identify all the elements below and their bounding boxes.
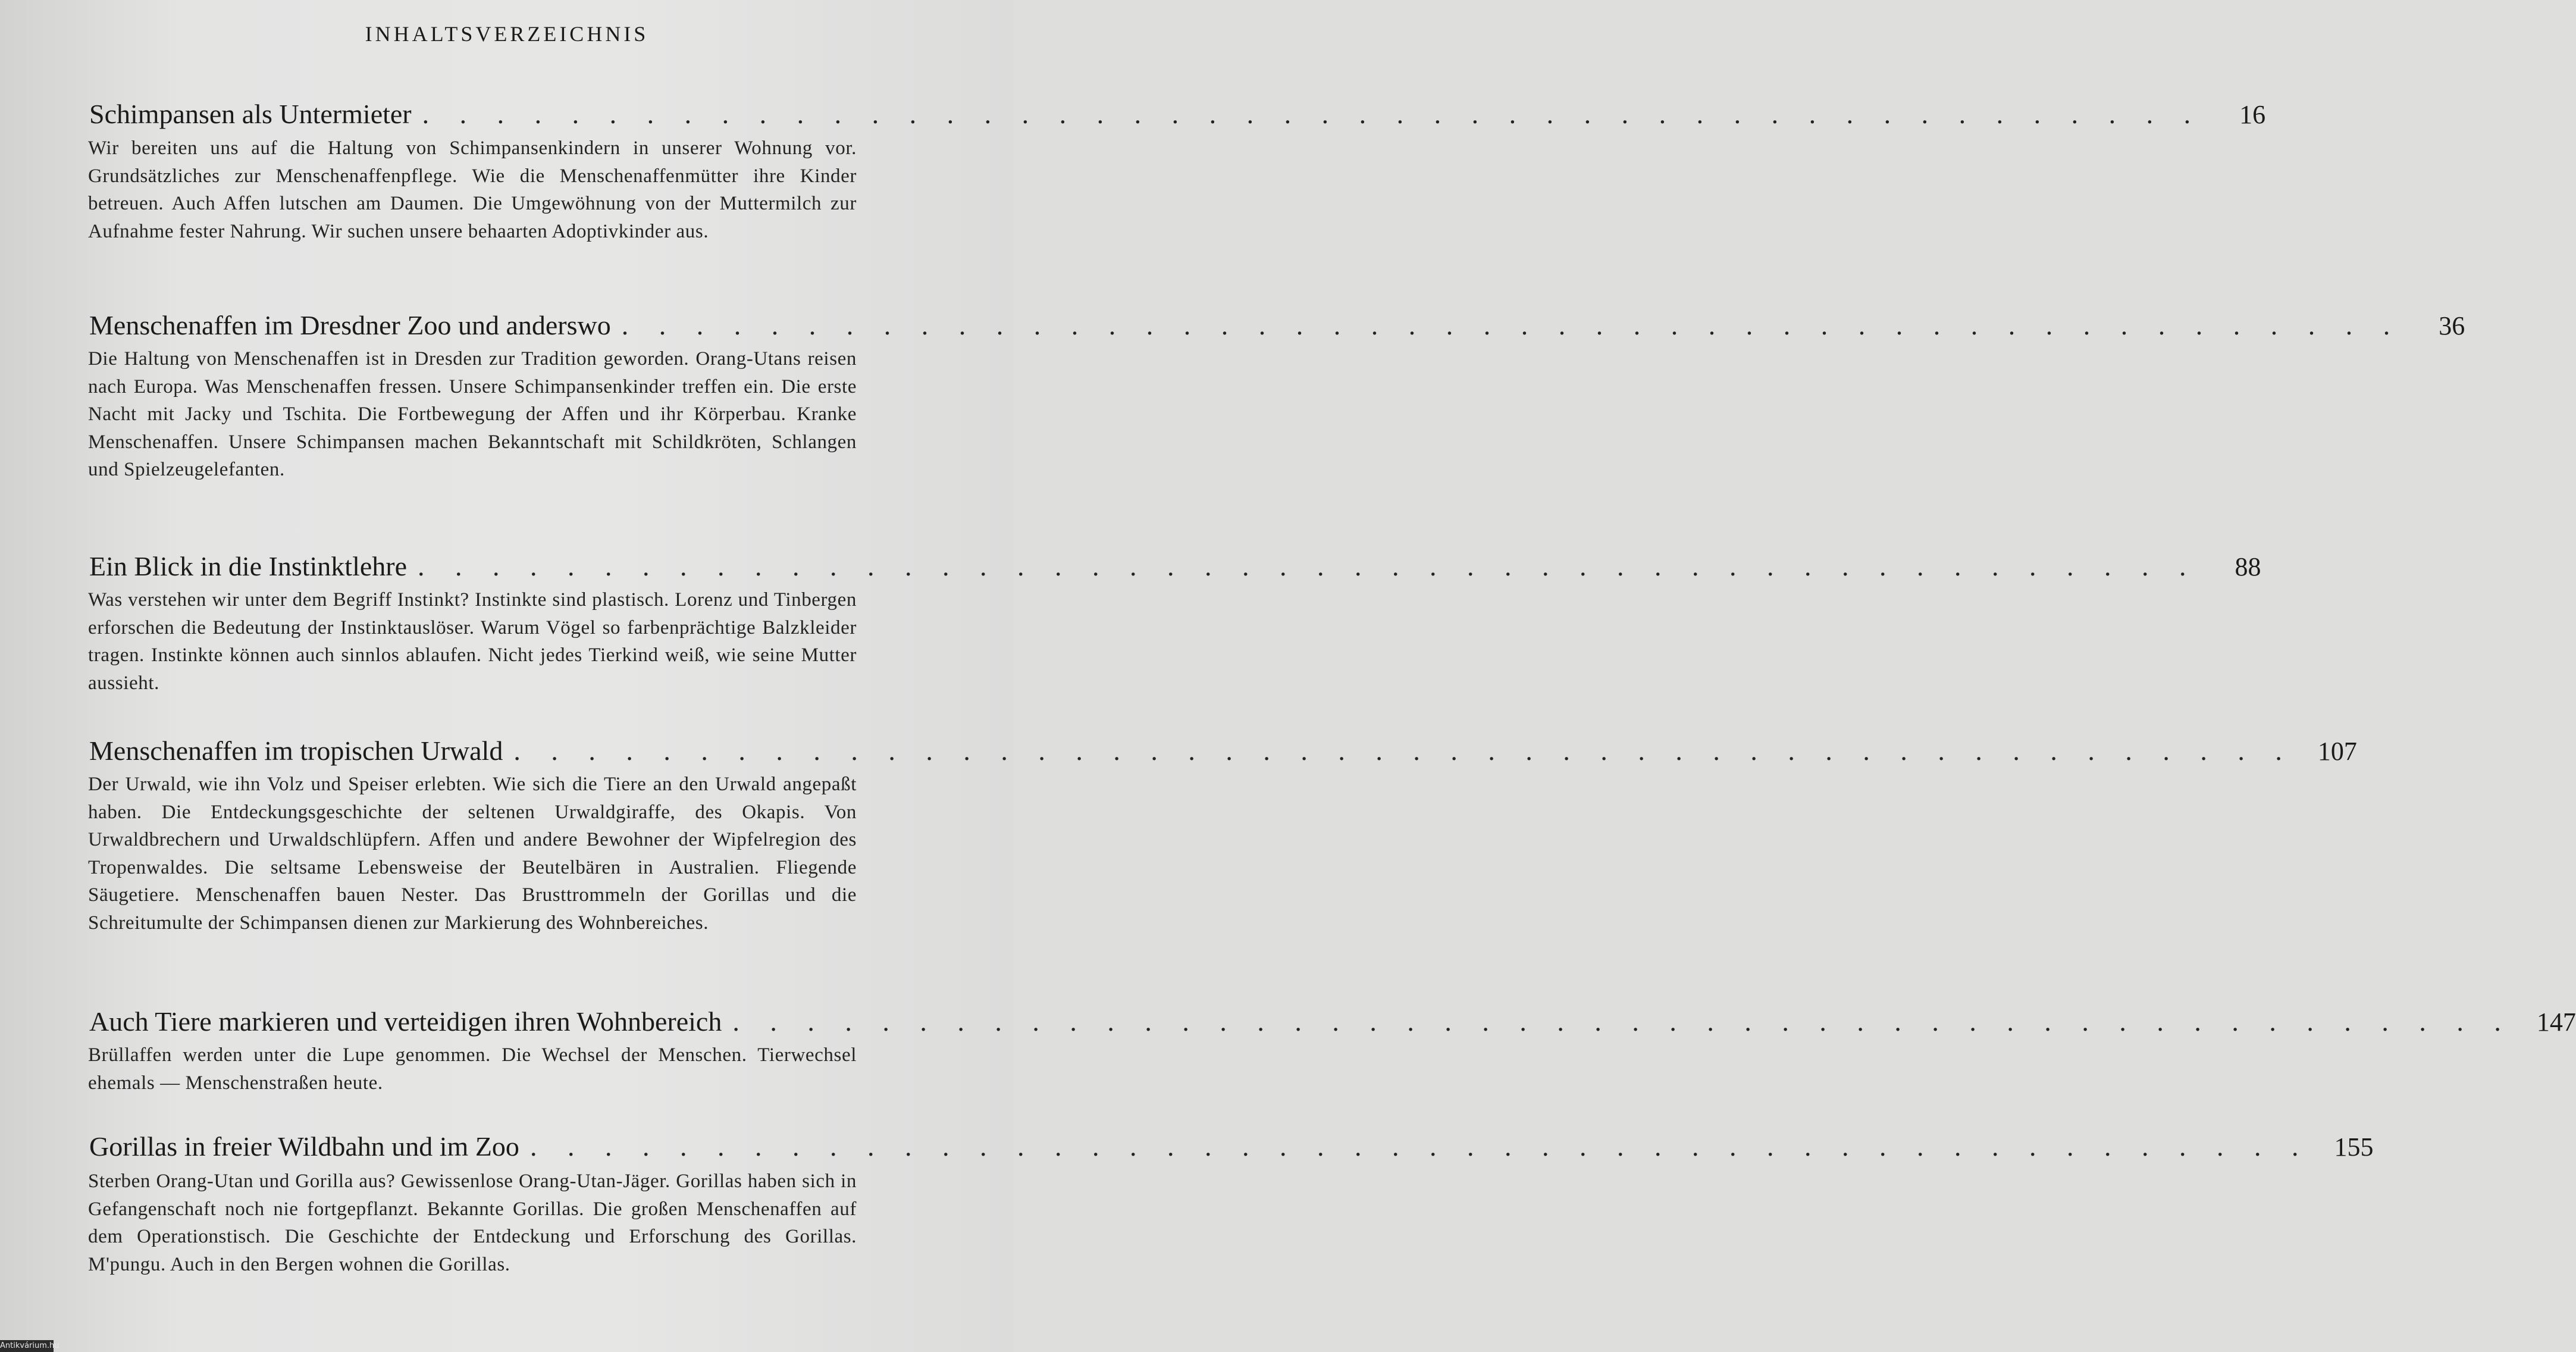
toc-entry-title: Gorillas in freier Wildbahn und im Zoo (89, 1131, 519, 1162)
toc-entry-page-number: 16 (2239, 100, 2266, 129)
dot-leader: . . . . . . . . . . . . . . . . . . . . . . . . . . . . . . . . . . . . . . . . . . . . . . . . (621, 310, 2402, 340)
toc-entry-heading (89, 309, 2465, 345)
toc-entry-page-number: 147 (2536, 1007, 2576, 1037)
toc-entry-title: Auch Tiere markieren und verteidigen ihren Wohnbereich (89, 1006, 722, 1037)
toc-entry-page-number: 107 (2317, 737, 2357, 766)
toc-entry-heading (89, 98, 2266, 134)
toc-entry-description: Was verstehen wir unter dem Begriff Instinkt? Instinkte sind plastisch. Lorenz und Tinbergen erforschen die Bedeutung der Instinktauslöser. Warum Vögel so farbenprächtige Balzkleider tragen. Instinkte können auch sinnlos ablaufen. Nicht jedes Tierkind weiß, wie seine Mutter aussieht. (88, 589, 857, 694)
toc-entry-heading (89, 1006, 2576, 1041)
toc-entry-heading (89, 550, 2261, 586)
toc-entry-title: Schimpansen als Untermieter (89, 99, 412, 129)
toc-entry-title: Menschenaffen im tropischen Urwald (89, 736, 503, 766)
dot-leader: . . . . . . . . . . . . . . . . . . . . . . . . . . . . . . . . . . . . . . . . . . . . . . . . (529, 1131, 2311, 1162)
toc-entry-heading (89, 735, 2357, 771)
toc-entry-page-number: 88 (2235, 552, 2261, 581)
toc-entry-description: Brüllaffen werden unter die Lupe genommen. Die Wechsel der Menschen. Tierwechsel ehemals — Menschenstraßen heute. (88, 1044, 857, 1094)
toc-entry-heading (89, 1131, 2374, 1166)
toc-entry-title: Ein Blick in die Instinktlehre (89, 551, 408, 581)
toc-entry-description: Die Haltung von Menschenaffen ist in Dresden zur Tradition geworden. Orang-Utans reisen nach Europa. Was Menschenaffen fressen. Unsere Schimpansenkinder treffen ein. Die erste Nacht mit Jacky und Tschita. Die Fortbewegung der Affen und ihr Körperbau. Kranke Menschenaffen. Unsere Schimpansen machen Bekanntschaft mit Schildkröten, Schlangen und Spielzeugelefanten. (88, 348, 857, 480)
dot-leader: . . . . . . . . . . . . . . . . . . . . . . . . . . . . . . . . . . . . . . . . . . . . . . . . (513, 736, 2294, 766)
toc-entry-page-number: 36 (2439, 311, 2465, 340)
dot-leader: . . . . . . . . . . . . . . . . . . . . . . . . . . . . . . . . . . . . . . . . . . . . . . . . (732, 1006, 2513, 1037)
toc-entry-page-number: 155 (2334, 1132, 2374, 1162)
dot-leader: . . . . . . . . . . . . . . . . . . . . . . . . . . . . . . . . . . . . . . . . . . . . . . . . (422, 99, 2203, 129)
toc-entry-description: Wir bereiten uns auf die Haltung von Schimpansenkindern in unserer Wohnung vor. Grundsätzliches zur Menschenaffenpflege. Wie die Menschenaffenmütter ihre Kinder betreuen. Auch Affen lutschen am Daumen. Die Umgewöhnung von der Muttermilch zur Aufnahme fester Nahrung. Wir suchen unsere behaarten Adoptivkinder aus. (88, 137, 857, 242)
watermark: Antikvárium.hu (0, 1340, 54, 1352)
toc-entry-title: Menschenaffen im Dresdner Zoo und anderswo (89, 310, 611, 340)
dot-leader: . . . . . . . . . . . . . . . . . . . . . . . . . . . . . . . . . . . . . . . . . . . . . . . . (418, 551, 2198, 581)
page-title: INHALTSVERZEICHNIS (365, 22, 649, 46)
toc-entry-description: Sterben Orang-Utan und Gorilla aus? Gewissenlose Orang-Utan-Jäger. Gorillas haben sich in Gefangenschaft noch nie fortgepflanzt. Bekannte Gorillas. Die großen Menschenaffen auf dem Operationstisch. Die Geschichte der Entdeckung und Erforschung des Gorillas. M'pungu. Auch in den Bergen wohnen die Gorillas. (88, 1171, 857, 1275)
toc-entry-description: Der Urwald, wie ihn Volz und Speiser erlebten. Wie sich die Tiere an den Urwald angepaßt haben. Die Entdeckungsgeschichte der seltenen Urwaldgiraffe, des Okapis. Von Urwaldbrechern und Urwaldschlüpfern. Affen und andere Bewohner der Wipfelregion des Tropenwaldes. Die seltsame Lebensweise der Beutelbären in Australien. Fliegende Säugetiere. Menschenaffen bauen Nester. Das Brusttrommeln der Gorillas und die Schreitumulte der Schimpansen dienen zur Markierung des Wohnbereiches. (88, 774, 857, 934)
